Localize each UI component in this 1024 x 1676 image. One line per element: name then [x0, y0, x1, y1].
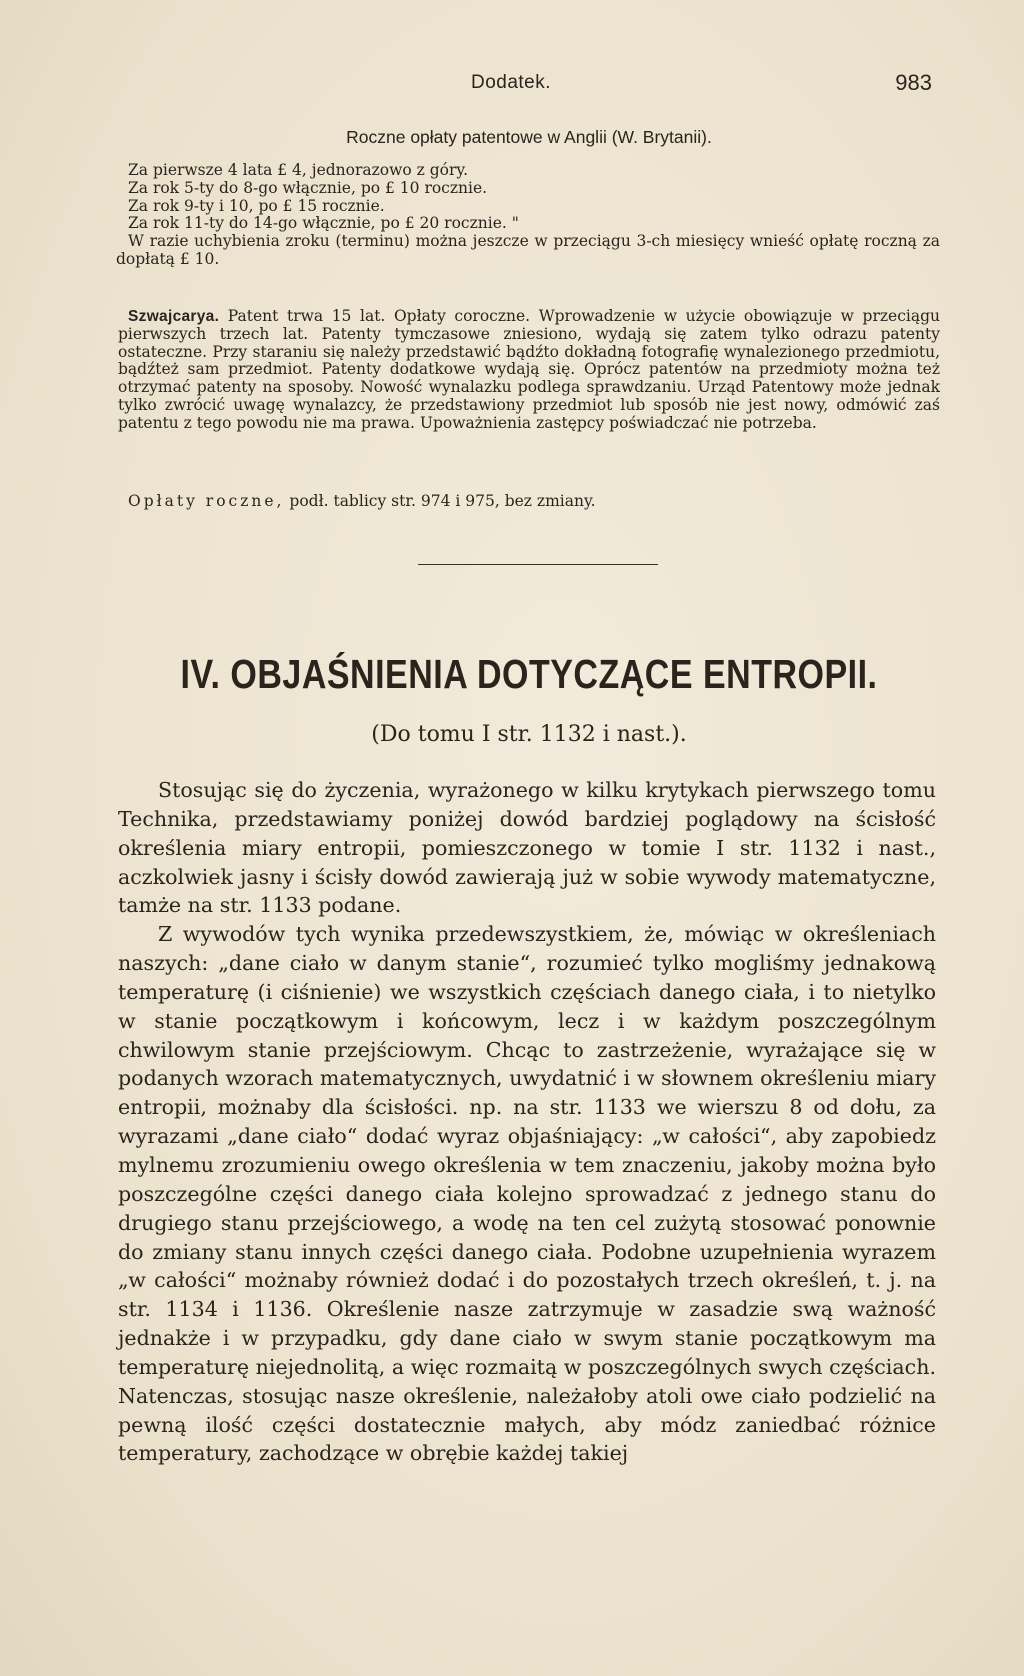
switzerland-text: Patent trwa 15 lat. Opłaty coroczne. Wprowadzenie w użycie obowiązuje w przeciągu pierwszych trzech lat. Patenty tymczasowe zniesiono, wydają się zatem tylko odrazu patenty ostateczne. Przy staraniu się należy przedstawić bądźto dokładną fotografię wynalezionego przedmiotu, bądźteż sam przedmiot. Patenty dodatkowe wydają się. Oprócz patentów na przedmioty można też otrzymać patenty na sposoby. Nowość wynalazku podlega sprawdzaniu. Urząd Patentowy może jednak tylko zwrócić uwagę wynalazcy, że przedstawiony przedmiot lub sposób nie jest nowy, odmówić zaś patentu z tego powodu nie ma prawa. Upoważnienia zastępcy poświadczać nie potrzeba.	[118, 307, 940, 432]
body-paragraph: Stosując się do życzenia, wyrażonego w kilku krytykach pierwszego tomu Technika, przedstawiamy poniżej dowód bardziej poglądowy na ścisłość określenia miary entropii, pomieszczonego w tomie I str. 1132 i nast., aczkolwiek jasny i ścisły dowód zawierają już w sobie wywody matematyczne, tamże na str. 1133 podane.	[118, 778, 936, 918]
page-number: 983	[895, 70, 932, 95]
page-header	[90, 72, 932, 102]
section-divider	[418, 564, 658, 565]
fees-note: W razie uchybienia zroku (terminu) można jeszcze w przeciągu 3-ch miesięcy wnieść opłatę roczną za dopłatą £ 10.	[116, 232, 940, 268]
annual-fees-line	[128, 492, 940, 510]
switzerland-paragraph	[118, 308, 940, 433]
section-subheading: (Do tomu I str. 1132 i nast.).	[371, 722, 687, 747]
fee-line: Za rok 9-ty i 10, po £ 15 rocznie.	[128, 196, 385, 215]
running-title: Dodatek.	[470, 72, 552, 93]
fees-section-title: Roczne opłaty patentowe w Anglii (W. Brytanii).	[346, 127, 712, 147]
fee-line: Za rok 5-ty do 8-go włącznie, po £ 10 rocznie.	[128, 178, 488, 197]
section-body	[118, 776, 936, 1468]
fee-line: Za rok 11-ty do 14-go włącznie, po £ 20 rocznie. "	[128, 214, 519, 233]
annual-fees-text: podł. tablicy str. 974 i 975, bez zmiany.	[284, 492, 596, 510]
annual-fees-label: Opłaty roczne,	[128, 492, 285, 510]
body-paragraph: Z wywodów tych wynika przedewszystkiem, że, mówiąc w określeniach naszych: „dane ciało w danym stanie“, rozumieć tylko mogliśmy jednakową temperaturę (i ciśnienie) we wszystkich częściach danego ciała, i to nietylko w stanie początkowym i końcowym, lecz i w każdym poszczególnym chwilowym stanie przejściowym. Chcąc to zastrzeżenie, wyrażające się w podanych wzorach matematycznych, uwydatnić i w słownem określeniu miary entropii, możnaby dla ścisłości. np. na str. 1133 we wierszu 8 od dołu, za wyrazami „dane ciało“ dodać wyraz objaśniający: „w całości“, aby zapobiedz mylnemu zrozumieniu owego określenia w tem znaczeniu, jakoby można było poszczególne części danego ciała kolejno sprowadzać z jednego stanu do drugiego stanu przejściowego, a wodę na ten cel zużytą stosować ponownie do zmiany stanu innych części danego ciała. Podobne uzupełnienia wyrazem „w całości“ możnaby również dodać i do pozostałych trzech określeń, t. j. na str. 1134 i 1136. Określenie nasze zatrzymuje w zasadzie swą ważność jednakże i w przypadku, gdy dane ciało w swym stanie początkowym ma temperaturę niejednolitą, a więc rozmaitą w poszczególnych swych częściach. Natenczas, stosując nasze określenie, należałoby atoli owe ciało podzielić na pewną ilość części dostatecznie małych, aby módz zaniedbać różnice temperatury, zachodzące w obrębie każdej takiej	[118, 922, 936, 1466]
section-heading: IV. OBJAŚNIENIA DOTYCZĄCE ENTROPII.	[180, 652, 878, 698]
fee-line: Za pierwsze 4 lata £ 4, jednorazowo z góry.	[128, 161, 469, 179]
switzerland-lead: Szwajcarya.	[128, 308, 220, 325]
fees-list	[116, 161, 940, 269]
